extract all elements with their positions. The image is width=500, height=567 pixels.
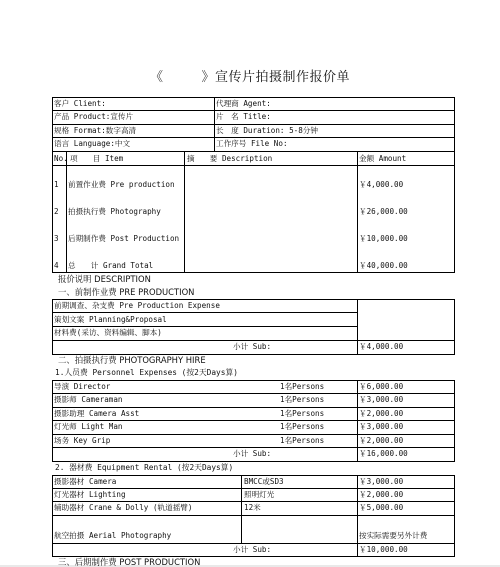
personnel-amount: ￥2,000.00 <box>359 409 404 418</box>
personnel-heading: 1.人员费 Personnel Expenses (按2天Days算) <box>55 368 238 377</box>
equipment-amount: ￥3,000.00 <box>359 477 404 486</box>
summary-row-amount: ￥4,000.00 <box>359 180 404 189</box>
page-title <box>0 66 500 85</box>
description-heading: 报价说明 DESCRIPTION <box>58 274 151 284</box>
title-field: 片 名 Title: <box>216 112 271 121</box>
personnel-subtotal: ￥16,000.00 <box>359 449 408 458</box>
summary-row-item: 后期制作费 Post Production <box>68 234 180 243</box>
pre-item: 前期调查、杂支费 Pre Production Expense <box>54 301 220 310</box>
personnel-amount: ￥3,000.00 <box>359 422 404 431</box>
summary-row-amount: ￥26,000.00 <box>359 207 408 216</box>
personnel-qty: 1名Persons <box>280 395 325 404</box>
personnel-name: 摄影助理 Camera Asst <box>54 409 140 418</box>
title-left: 《 <box>149 70 164 85</box>
personnel-name: 摄影师 Cameraman <box>54 395 123 404</box>
equipment-amount: ￥5,000.00 <box>359 503 404 512</box>
personnel-name: 场务 Key Grip <box>54 436 111 445</box>
grand-total-amount: ￥40,000.00 <box>359 261 408 270</box>
product-field: 产品 Product:宣传片 <box>54 112 134 121</box>
personnel-amount: ￥2,000.00 <box>359 436 404 445</box>
personnel-name: 导演 Director <box>54 382 111 391</box>
personnel-name: 灯光师 Light Man <box>54 422 123 431</box>
header-description: 摘 要 Description <box>187 154 273 163</box>
client-field: 客户 Client: <box>54 99 106 108</box>
equipment-name: 摄影器材 Camera <box>54 477 117 486</box>
header-no: No. <box>54 154 68 163</box>
personnel-qty: 1名Persons <box>280 409 325 418</box>
pre-production-heading: 一、前制作业费 PRE PRODUCTION <box>58 287 195 297</box>
pre-subtotal: ￥4,000.00 <box>359 342 404 351</box>
photography-heading: 二、拍摄执行费 PHOTOGRAPHY HIRE <box>58 355 206 365</box>
subtotal-label: 小计 Sub: <box>233 449 272 458</box>
format-field: 规格 Format:数字高清 <box>54 126 137 135</box>
equipment-heading: 2. 器材费 Equipment Rental (按2天Days算) <box>55 463 234 472</box>
equipment-spec: BMCC或SD3 <box>244 477 284 486</box>
equipment-subtotal: ￥10,000.00 <box>359 545 408 554</box>
personnel-qty: 1名Persons <box>280 422 325 431</box>
pre-item: 策划文案 Planning&Proposal <box>54 315 167 324</box>
duration-field: 长 度 Duration: 5-8分钟 <box>216 126 318 135</box>
personnel-qty: 1名Persons <box>280 382 325 391</box>
equipment-amount: 按实际需要另外计费 <box>359 531 428 540</box>
post-production-heading: 三、后期制作费 POST PRODUCTION <box>58 557 201 567</box>
pre-item: 材料费(采访、资料编辑、脚本) <box>54 328 162 337</box>
subtotal-label: 小计 Sub: <box>233 545 272 554</box>
summary-row-no: 3 <box>54 234 59 243</box>
summary-row-item: 前置作业费 Pre production <box>68 180 175 189</box>
summary-row-no: 1 <box>54 180 59 189</box>
equipment-spec: 12米 <box>244 503 261 512</box>
summary-row-no: 2 <box>54 207 59 216</box>
language-field: 语言 Language:中文 <box>54 139 131 148</box>
equipment-name: 辅助器材 Crane & Dolly (轨道摇臂) <box>54 503 193 512</box>
grand-total-label: 总 计 Grand Total <box>68 261 154 270</box>
personnel-qty: 1名Persons <box>280 436 325 445</box>
personnel-amount: ￥3,000.00 <box>359 395 404 404</box>
equipment-name: 航空拍摄 Aerial Photography <box>54 531 172 540</box>
header-item: 项 目 Item <box>70 154 124 163</box>
summary-row-amount: ￥10,000.00 <box>359 234 408 243</box>
equipment-amount: ￥2,000.00 <box>359 490 404 499</box>
file-no-field: 工作序号 File No: <box>216 139 288 148</box>
header-amount: 金额 Amount <box>359 154 407 163</box>
summary-row-item: 拍摄执行费 Photography <box>68 207 161 216</box>
personnel-amount: ￥6,000.00 <box>359 382 404 391</box>
agent-field: 代理商 Agent: <box>216 99 271 108</box>
summary-row-no: 4 <box>54 261 59 270</box>
equipment-spec: 照明灯光 <box>244 490 275 499</box>
subtotal-label: 小计 Sub: <box>233 342 272 351</box>
equipment-name: 灯光器材 Lighting <box>54 490 126 499</box>
title-right: 》宣传片拍摄制作报价单 <box>201 70 351 85</box>
